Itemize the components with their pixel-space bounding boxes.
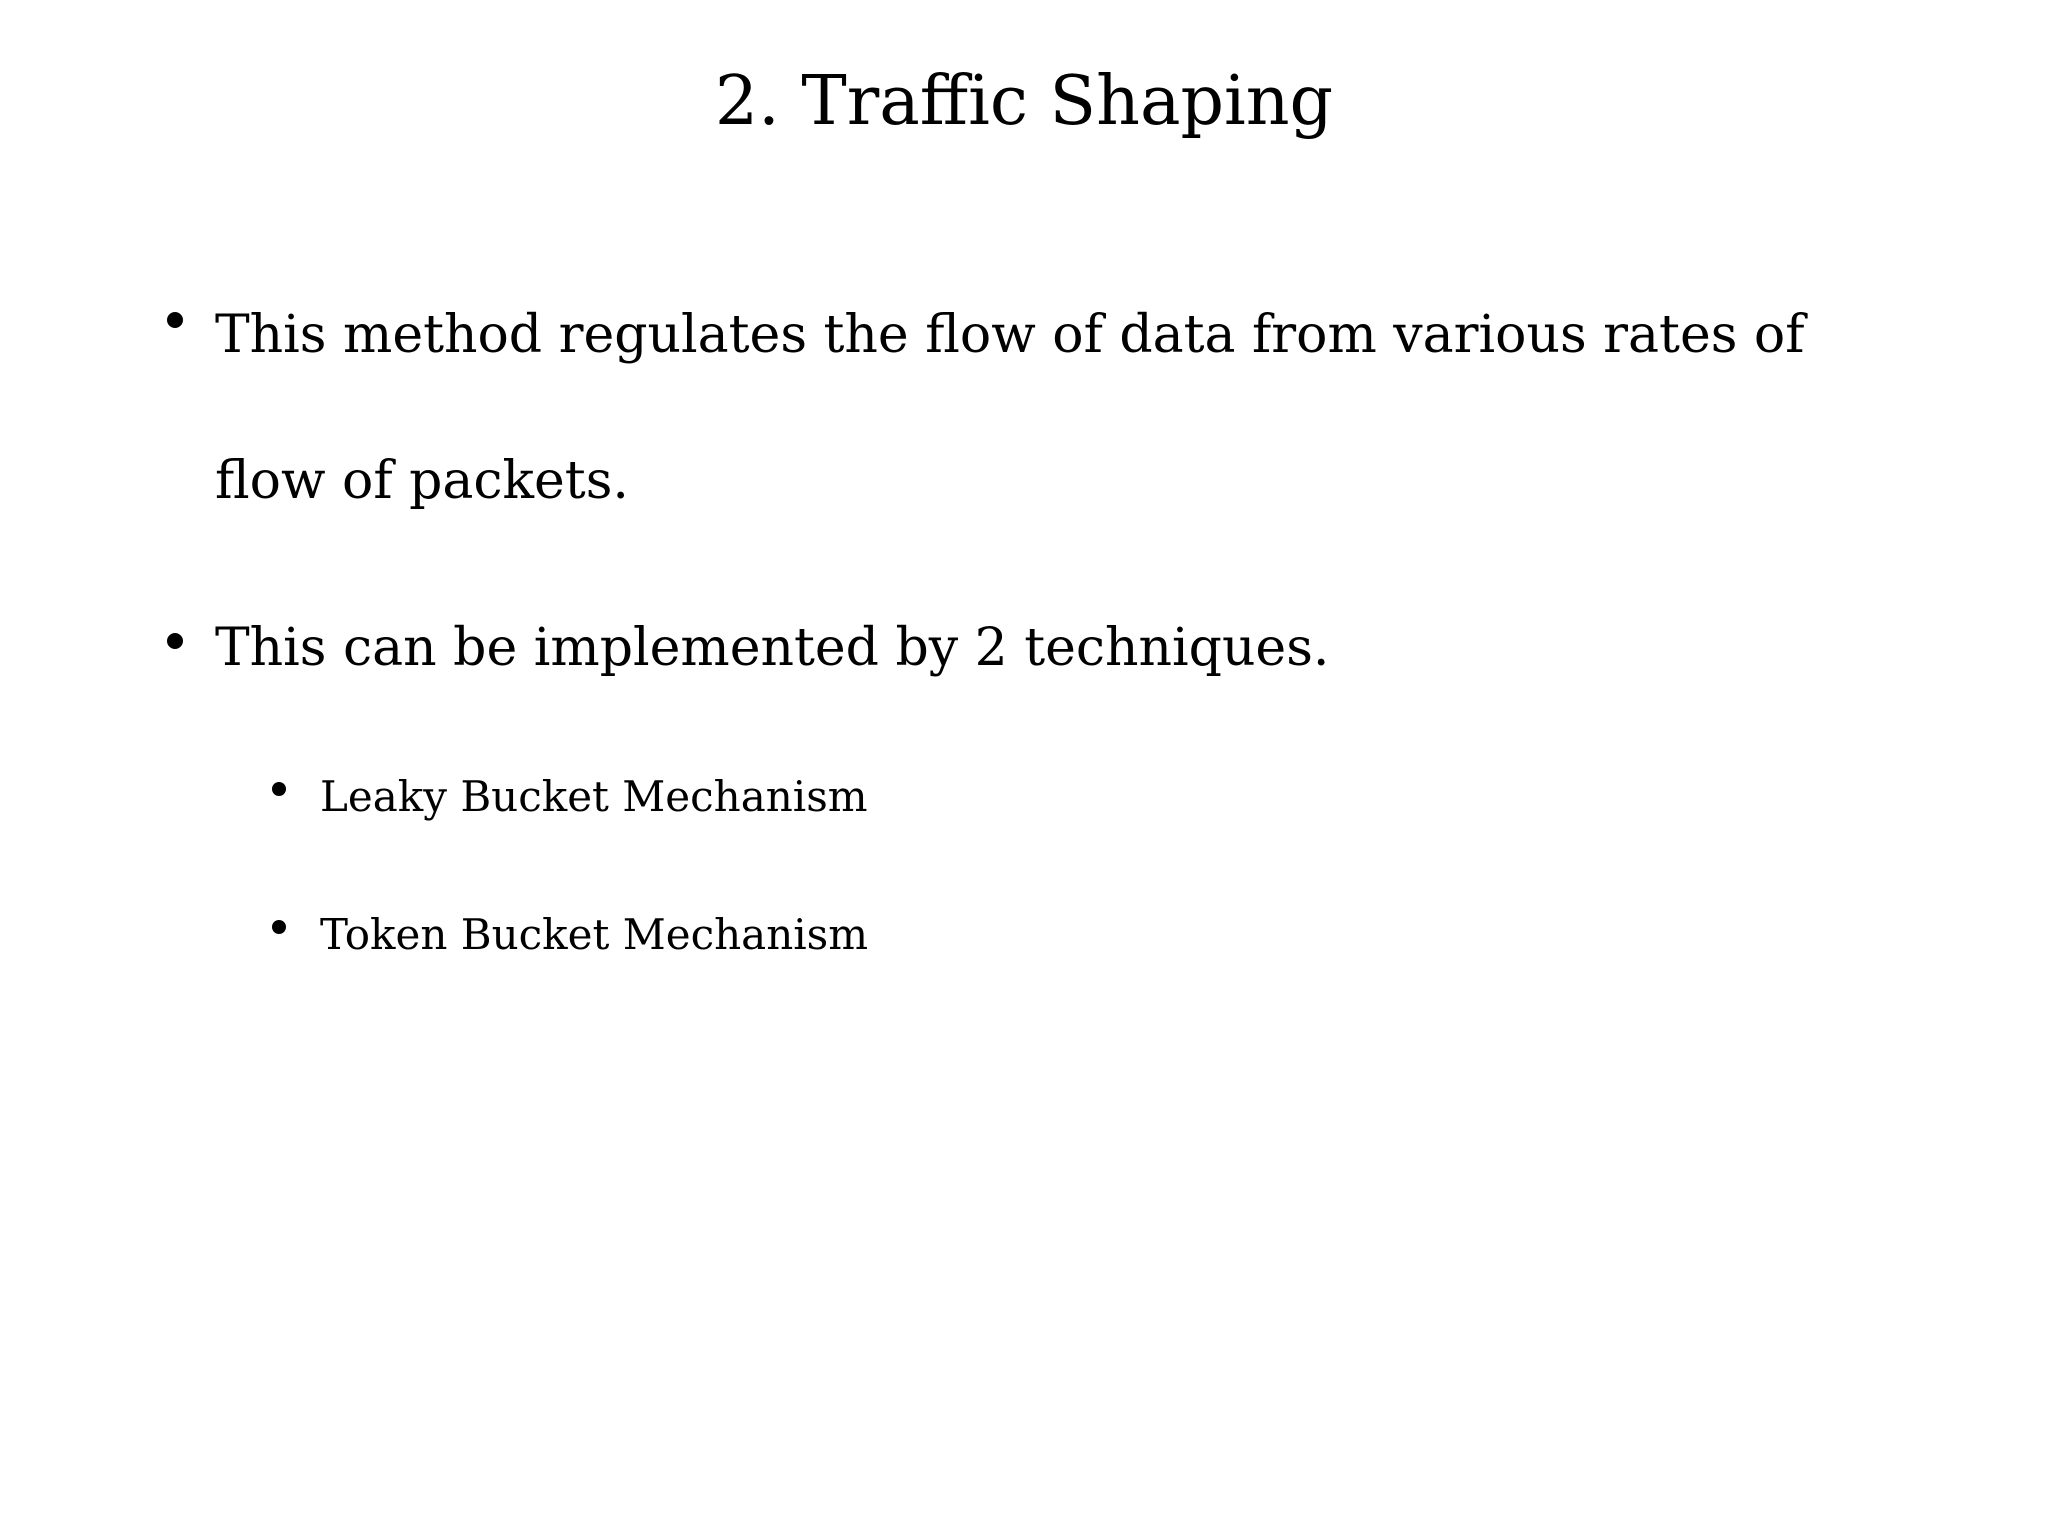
bullet-dot bbox=[167, 633, 183, 649]
sub-bullet-dot bbox=[272, 920, 286, 934]
sub-bullet-dot bbox=[272, 782, 286, 796]
bullet-item: This can be implemented by 2 techniques. bbox=[215, 618, 1330, 678]
sub-bullet-item: Token Bucket Mechanism bbox=[320, 910, 869, 959]
bullet-item: This method regulates the flow of data from various rates of flow of packets. bbox=[215, 305, 1805, 511]
sub-bullet-item: Leaky Bucket Mechanism bbox=[320, 772, 868, 821]
slide-title: 2. Traffic Shaping bbox=[714, 62, 1334, 141]
bullet-dot bbox=[167, 312, 183, 328]
